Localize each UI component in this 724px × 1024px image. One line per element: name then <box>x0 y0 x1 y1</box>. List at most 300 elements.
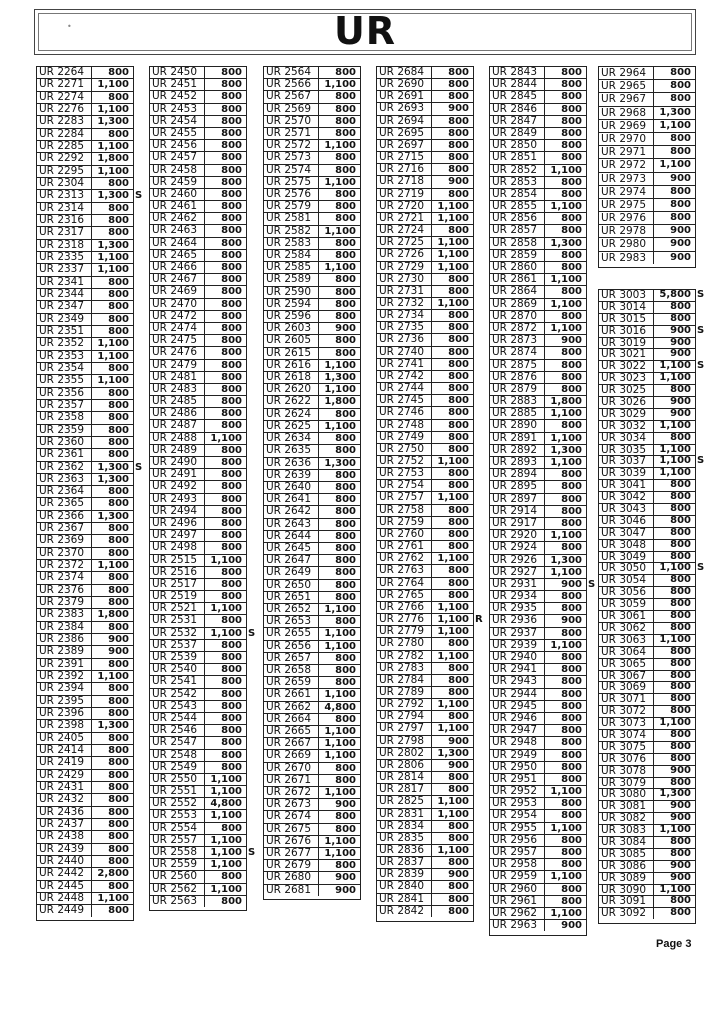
item-code: UR 2970 <box>599 133 654 145</box>
item-amount: 800 <box>670 610 691 622</box>
item-amount: 1,100 <box>659 467 691 479</box>
table-row <box>150 433 246 445</box>
item-amount: 800 <box>335 408 356 420</box>
item-amount: 800 <box>108 597 129 609</box>
item-code: UR 2490 <box>150 457 205 468</box>
item-code: UR 2784 <box>377 675 432 686</box>
table-row <box>264 201 360 213</box>
table-row <box>37 301 133 313</box>
row-flag-mark: S <box>697 360 705 372</box>
table-row <box>37 116 133 128</box>
item-code: UR 2391 <box>37 659 92 670</box>
table-row <box>264 763 360 775</box>
table-row <box>150 201 246 213</box>
item-amount: 1,100 <box>437 650 469 662</box>
item-code: UR 2581 <box>264 213 319 224</box>
item-amount: 800 <box>561 798 582 810</box>
table-row <box>264 641 360 653</box>
table-row <box>490 530 586 542</box>
item-code: UR 2452 <box>150 91 205 102</box>
item-code: UR 2451 <box>150 79 205 90</box>
item-code: UR 2641 <box>264 494 319 505</box>
table-row <box>150 555 246 567</box>
item-code: UR 2657 <box>264 653 319 664</box>
column-6-lower <box>598 289 705 924</box>
table-row <box>490 567 586 579</box>
item-code: UR 2731 <box>377 286 432 297</box>
item-amount: 900 <box>561 920 582 932</box>
item-code: UR 2943 <box>490 676 545 687</box>
item-amount: 800 <box>670 526 691 538</box>
item-code: UR 2879 <box>490 384 545 395</box>
table-row <box>150 79 246 91</box>
item-code: UR 2844 <box>490 79 545 90</box>
table-row <box>377 152 473 164</box>
item-code: UR 2655 <box>264 628 319 639</box>
table-row <box>150 713 246 725</box>
item-amount: 800 <box>335 579 356 591</box>
item-code: UR 2436 <box>37 807 92 818</box>
table-row <box>37 844 133 856</box>
item-code: UR 2398 <box>37 720 92 731</box>
item-amount: 800 <box>670 198 691 210</box>
item-code: UR 3003 <box>599 290 654 301</box>
table-row <box>377 578 473 590</box>
item-code: UR 2374 <box>37 572 92 583</box>
item-code: UR 2656 <box>264 641 319 652</box>
item-code: UR 3041 <box>599 480 654 491</box>
item-code: UR 2460 <box>150 189 205 200</box>
item-code: UR 2479 <box>150 360 205 371</box>
table-row <box>150 506 246 518</box>
table-row <box>264 348 360 360</box>
item-amount: 800 <box>108 732 129 744</box>
item-amount: 800 <box>108 572 129 584</box>
item-code: UR 2779 <box>377 626 432 637</box>
item-code: UR 2283 <box>37 116 92 127</box>
table-row <box>490 701 586 713</box>
table-row <box>264 274 360 286</box>
table-row <box>150 652 246 664</box>
item-code: UR 2694 <box>377 116 432 127</box>
item-code: UR 2978 <box>599 225 654 237</box>
item-code: UR 2431 <box>37 782 92 793</box>
item-amount: 1,300 <box>324 457 356 469</box>
row-flag-mark: S <box>588 578 596 590</box>
item-code: UR 2729 <box>377 262 432 273</box>
item-code: UR 2761 <box>377 541 432 552</box>
item-amount: 800 <box>670 550 691 562</box>
table-row <box>377 189 473 201</box>
table-row <box>150 884 246 896</box>
item-code: UR 3073 <box>599 718 654 729</box>
item-code: UR 3089 <box>599 873 654 884</box>
table-row <box>377 796 473 808</box>
table-row <box>377 310 473 322</box>
item-code: UR 2284 <box>37 129 92 140</box>
table-row <box>37 659 133 671</box>
item-code: UR 2726 <box>377 249 432 260</box>
item-code: UR 2605 <box>264 335 319 346</box>
item-code: UR 2456 <box>150 140 205 151</box>
item-amount: 800 <box>448 516 469 528</box>
item-amount: 900 <box>670 238 691 250</box>
item-code: UR 3050 <box>599 563 654 574</box>
item-code: UR 2719 <box>377 189 432 200</box>
item-code: UR 3039 <box>599 468 654 479</box>
table-row <box>264 750 360 762</box>
item-code: UR 2895 <box>490 481 545 492</box>
item-amount: 800 <box>448 67 469 78</box>
item-code: UR 3023 <box>599 373 654 384</box>
item-code: UR 2831 <box>377 809 432 820</box>
item-amount: 1,100 <box>97 350 129 362</box>
item-code: UR 2476 <box>150 347 205 358</box>
table-row <box>599 635 695 647</box>
table-row <box>599 252 695 264</box>
item-code: UR 3047 <box>599 528 654 539</box>
table-row <box>490 445 586 457</box>
item-amount: 800 <box>221 493 242 505</box>
item-amount: 800 <box>221 79 242 91</box>
table-row <box>150 152 246 164</box>
item-amount: 800 <box>221 688 242 700</box>
item-amount: 800 <box>670 384 691 396</box>
table-row <box>264 824 360 836</box>
item-amount: 800 <box>670 300 691 312</box>
item-amount: 800 <box>335 677 356 689</box>
item-code: UR 2872 <box>490 323 545 334</box>
item-code: UR 2883 <box>490 396 545 407</box>
table-row <box>150 396 246 408</box>
item-code: UR 2358 <box>37 412 92 423</box>
table-row <box>264 79 360 91</box>
item-amount: 800 <box>221 115 242 127</box>
row-flag-mark: S <box>697 562 705 574</box>
table-row <box>37 486 133 498</box>
item-code: UR 2537 <box>150 640 205 651</box>
item-amount: 900 <box>670 764 691 776</box>
item-amount: 800 <box>221 91 242 103</box>
table-row <box>599 766 695 778</box>
table-row <box>264 335 360 347</box>
item-amount: 1,100 <box>97 338 129 350</box>
table-row <box>37 190 143 202</box>
item-amount: 800 <box>221 127 242 139</box>
item-amount: 800 <box>670 776 691 788</box>
item-amount: 900 <box>448 869 469 881</box>
item-amount: 1,100 <box>659 119 691 131</box>
item-amount: 800 <box>335 494 356 506</box>
item-amount: 1,100 <box>324 262 356 274</box>
column-3 <box>263 66 361 900</box>
table-row <box>377 492 473 504</box>
item-code: UR 2596 <box>264 311 319 322</box>
table-row <box>150 323 246 335</box>
table-row <box>490 372 586 384</box>
item-code: UR 2344 <box>37 289 92 300</box>
item-amount: 800 <box>448 225 469 237</box>
table-row <box>599 133 695 146</box>
item-amount: 900 <box>561 615 582 627</box>
item-amount: 800 <box>561 773 582 785</box>
table-row <box>37 425 133 437</box>
item-amount: 800 <box>108 276 129 288</box>
item-code: UR 2396 <box>37 708 92 719</box>
item-amount: 800 <box>448 127 469 139</box>
item-amount: 800 <box>108 202 129 214</box>
table-row <box>37 609 133 621</box>
table-row <box>37 535 133 547</box>
table-row <box>264 799 360 811</box>
item-code: UR 2439 <box>37 844 92 855</box>
item-code: UR 2894 <box>490 469 545 480</box>
item-code: UR 2740 <box>377 347 432 358</box>
item-amount: 1,100 <box>210 859 242 871</box>
item-amount: 800 <box>561 664 582 676</box>
item-code: UR 2765 <box>377 590 432 601</box>
item-amount: 800 <box>108 769 129 781</box>
item-code: UR 2853 <box>490 177 545 188</box>
item-code: UR 2292 <box>37 153 92 164</box>
item-amount: 800 <box>108 424 129 436</box>
item-code: UR 2531 <box>150 615 205 626</box>
item-code: UR 2432 <box>37 794 92 805</box>
item-amount: 800 <box>108 288 129 300</box>
item-code: UR 2959 <box>490 871 545 882</box>
item-amount: 1,100 <box>437 237 469 249</box>
item-amount: 1,100 <box>210 432 242 444</box>
item-code: UR 2946 <box>490 713 545 724</box>
item-amount: 800 <box>221 322 242 334</box>
item-amount: 800 <box>448 407 469 419</box>
table-row <box>37 498 133 510</box>
table-row <box>377 298 473 310</box>
table-row <box>490 384 586 396</box>
item-code: UR 2974 <box>599 186 654 198</box>
table-row <box>377 748 473 760</box>
row-flag-mark: R <box>475 614 483 626</box>
table-row <box>599 314 695 326</box>
item-amount: 1,100 <box>437 261 469 273</box>
column-6-upper <box>598 66 696 268</box>
item-code: UR 2481 <box>150 372 205 383</box>
table-row <box>377 857 473 869</box>
item-amount: 800 <box>335 518 356 530</box>
item-code: UR 3054 <box>599 575 654 586</box>
item-amount: 800 <box>561 652 582 663</box>
item-code: UR 2797 <box>377 723 432 734</box>
item-amount: 800 <box>221 652 242 663</box>
table-row <box>264 287 360 299</box>
item-amount: 800 <box>448 662 469 674</box>
item-amount: 800 <box>108 523 129 535</box>
table-row <box>490 810 586 822</box>
item-amount: 800 <box>335 213 356 225</box>
item-amount: 800 <box>221 895 242 907</box>
table-row <box>377 67 473 79</box>
item-amount: 800 <box>335 237 356 249</box>
item-code: UR 2394 <box>37 683 92 694</box>
item-amount: 900 <box>670 812 691 824</box>
item-amount: 800 <box>670 80 691 92</box>
item-code: UR 2951 <box>490 774 545 785</box>
item-amount: 800 <box>108 67 129 78</box>
item-amount: 800 <box>108 905 129 917</box>
item-amount: 800 <box>108 695 129 707</box>
item-amount: 800 <box>561 310 582 322</box>
item-amount: 800 <box>448 504 469 516</box>
item-amount: 800 <box>670 835 691 847</box>
item-code: UR 2532 <box>150 628 205 639</box>
table-row <box>264 213 360 225</box>
item-amount: 800 <box>670 693 691 705</box>
table-row <box>377 602 473 614</box>
item-amount: 800 <box>335 530 356 542</box>
table-row <box>264 616 360 628</box>
item-amount: 800 <box>221 639 242 651</box>
item-code: UR 2849 <box>490 128 545 139</box>
item-code: UR 2780 <box>377 638 432 649</box>
table-row <box>377 505 473 517</box>
item-code: UR 2624 <box>264 409 319 420</box>
item-amount: 900 <box>561 578 582 590</box>
table-row <box>377 687 473 699</box>
item-code: UR 2736 <box>377 334 432 345</box>
item-code: UR 2741 <box>377 359 432 370</box>
item-amount: 800 <box>221 700 242 712</box>
item-amount: 1,100 <box>210 847 242 858</box>
table-row <box>490 713 586 725</box>
item-code: UR 2459 <box>150 177 205 188</box>
item-amount: 1,300 <box>97 239 129 251</box>
table-row <box>150 859 246 871</box>
table-row <box>377 140 473 152</box>
table-row <box>37 819 133 831</box>
item-code: UR 2676 <box>264 836 319 847</box>
table-row <box>490 457 586 469</box>
item-amount: 800 <box>108 227 129 239</box>
item-amount: 800 <box>108 436 129 448</box>
item-amount: 800 <box>561 347 582 359</box>
item-code: UR 2437 <box>37 819 92 830</box>
item-code: UR 2937 <box>490 628 545 639</box>
item-amount: 1,100 <box>324 140 356 152</box>
item-code: UR 2935 <box>490 603 545 614</box>
item-amount: 800 <box>561 249 582 261</box>
item-code: UR 2314 <box>37 203 92 214</box>
table-row <box>377 626 473 638</box>
table-row <box>264 458 360 470</box>
item-amount: 1,100 <box>97 165 129 177</box>
item-amount: 800 <box>335 567 356 579</box>
item-code: UR 2939 <box>490 640 545 651</box>
item-code: UR 2295 <box>37 166 92 177</box>
item-code: UR 2846 <box>490 104 545 115</box>
item-amount: 800 <box>670 479 691 491</box>
table-row <box>490 140 586 152</box>
table-row <box>599 120 695 133</box>
speck-mark: • <box>67 22 72 31</box>
table-row <box>490 323 586 335</box>
item-code: UR 2870 <box>490 311 545 322</box>
item-amount: 900 <box>670 396 691 408</box>
table-row <box>150 725 246 737</box>
item-amount: 900 <box>108 646 129 658</box>
table-row <box>377 371 473 383</box>
item-amount: 800 <box>670 907 691 919</box>
item-code: UR 2750 <box>377 444 432 455</box>
item-code: UR 2475 <box>150 335 205 346</box>
item-code: UR 3090 <box>599 885 654 896</box>
table-row <box>37 745 133 757</box>
item-amount: 1,100 <box>550 164 582 176</box>
item-code: UR 2547 <box>150 737 205 748</box>
item-amount: 800 <box>108 757 129 769</box>
table-row <box>150 481 246 493</box>
header-box <box>34 9 696 55</box>
item-code: UR 3072 <box>599 706 654 717</box>
item-code: UR 3076 <box>599 754 654 765</box>
item-amount: 1,100 <box>550 274 582 286</box>
item-amount: 800 <box>335 189 356 201</box>
item-amount: 800 <box>448 468 469 480</box>
item-code: UR 3034 <box>599 433 654 444</box>
table-row <box>264 628 360 640</box>
item-amount: 1,100 <box>437 456 469 467</box>
table-row <box>599 324 705 338</box>
item-amount: 800 <box>448 674 469 686</box>
item-amount: 800 <box>561 627 582 639</box>
item-code: UR 2891 <box>490 433 545 444</box>
item-amount: 1,100 <box>437 297 469 309</box>
item-amount: 800 <box>335 481 356 493</box>
item-amount: 800 <box>221 822 242 834</box>
item-amount: 800 <box>561 286 582 298</box>
table-row <box>377 225 473 237</box>
table-row <box>150 847 256 859</box>
table-row <box>264 396 360 408</box>
item-amount: 800 <box>448 273 469 285</box>
item-code: UR 2897 <box>490 494 545 505</box>
item-amount: 800 <box>448 358 469 370</box>
item-code: UR 3078 <box>599 766 654 777</box>
item-amount: 800 <box>670 705 691 717</box>
table-row <box>37 449 133 461</box>
table-row <box>490 481 586 493</box>
item-code: UR 2560 <box>150 871 205 882</box>
item-amount: 1,100 <box>324 628 356 640</box>
item-amount: 1,100 <box>210 883 242 895</box>
table-row <box>150 67 246 79</box>
item-amount: 800 <box>335 616 356 628</box>
table-row <box>490 676 586 688</box>
item-code: UR 2465 <box>150 250 205 261</box>
item-amount: 800 <box>221 725 242 737</box>
table-row <box>490 640 586 652</box>
table-row <box>37 831 133 843</box>
item-code: UR 2590 <box>264 287 319 298</box>
item-code: UR 2764 <box>377 578 432 589</box>
item-code: UR 2359 <box>37 425 92 436</box>
item-code: UR 3079 <box>599 778 654 789</box>
table-row <box>490 774 586 786</box>
column-1 <box>36 66 143 921</box>
table-row <box>150 445 246 457</box>
item-amount: 800 <box>335 811 356 823</box>
item-code: UR 2558 <box>150 847 205 858</box>
item-code: UR 2967 <box>599 93 654 105</box>
